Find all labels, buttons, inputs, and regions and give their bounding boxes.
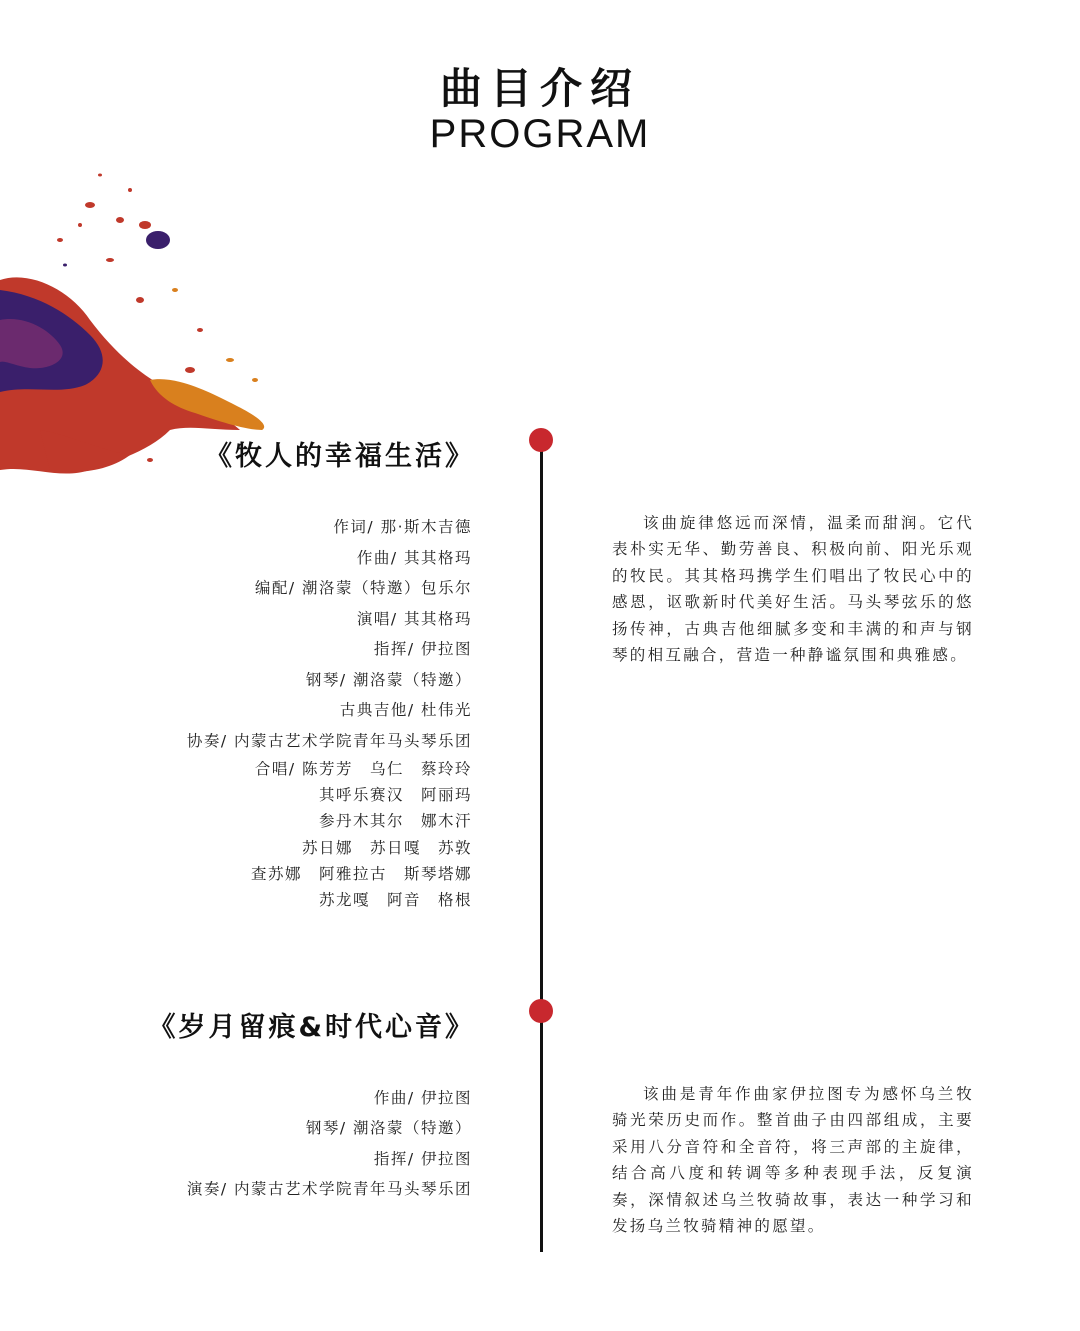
credit-line: 协奏/ 内蒙古艺术学院青年马头琴乐团 (186, 731, 472, 750)
piece-description: 该曲旋律悠远而深情，温柔而甜润。它代表朴实无华、勤劳善良、积极向前、阳光乐观的牧民。其其格玛携学生们唱出了牧民心中的感恩，讴歌新时代美好生活。马头琴弦乐的悠扬传神，古典吉他细腻多变和丰满的和声与钢琴的相互融合，营造一种静谧氛围和典雅感。 (612, 514, 974, 665)
credit-line: 钢琴/ 潮洛蒙（特邀） (305, 1119, 472, 1138)
credit-line: 查苏娜 阿雅拉古 斯琴塔娜 (250, 864, 472, 883)
credit-line: 作曲/ 伊拉图 (373, 1089, 472, 1107)
credit-line: 编配/ 潮洛蒙（特邀）包乐尔 (254, 579, 472, 597)
credit-line: 苏龙嘎 阿音 格根 (318, 890, 472, 909)
credit-line: 合唱/ 陈芳芳 乌仁 蔡玲玲 (254, 760, 472, 778)
timeline-dot (529, 999, 553, 1023)
page-title-cn: 曲目介绍 (439, 64, 640, 113)
credits-list (187, 512, 472, 913)
credit-line: 指挥/ 伊拉图 (373, 1149, 472, 1168)
piece-title: 《牧人的幸福生活》 (205, 441, 475, 472)
credit-line: 钢琴/ 潮洛蒙（特邀） (305, 670, 472, 689)
timeline-dot (529, 428, 553, 452)
credits-list (187, 1083, 472, 1204)
credit-line: 古典吉他/ 杜伟光 (339, 701, 472, 719)
timeline-line (540, 440, 543, 1252)
credit-line: 作词/ 那·斯木吉德 (333, 518, 472, 536)
credit-line: 演奏/ 内蒙古艺术学院青年马头琴乐团 (186, 1179, 472, 1198)
credit-line: 参丹木其尔 娜木汗 (318, 812, 472, 831)
credit-line: 作曲/ 其其格玛 (356, 548, 472, 567)
credit-line: 演唱/ 其其格玛 (356, 609, 472, 628)
piece-title: 《岁月留痕&时代心音》 (148, 1012, 475, 1043)
page-title-en: PROGRAM (429, 112, 651, 156)
piece-description: 该曲是青年作曲家伊拉图专为感怀乌兰牧骑光荣历史而作。整首曲子由四部组成，主要采用八分音符和全音符，将三声部的主旋律，结合高八度和转调等多种表现手法，反复演奏，深情叙述乌兰牧骑故事，表达一种学习和发扬乌兰牧骑精神的愿望。 (612, 1085, 974, 1236)
credit-line: 其呼乐赛汉 阿丽玛 (318, 786, 472, 805)
credit-line: 苏日娜 苏日嘎 苏敦 (301, 838, 472, 857)
credit-line: 指挥/ 伊拉图 (373, 640, 472, 658)
